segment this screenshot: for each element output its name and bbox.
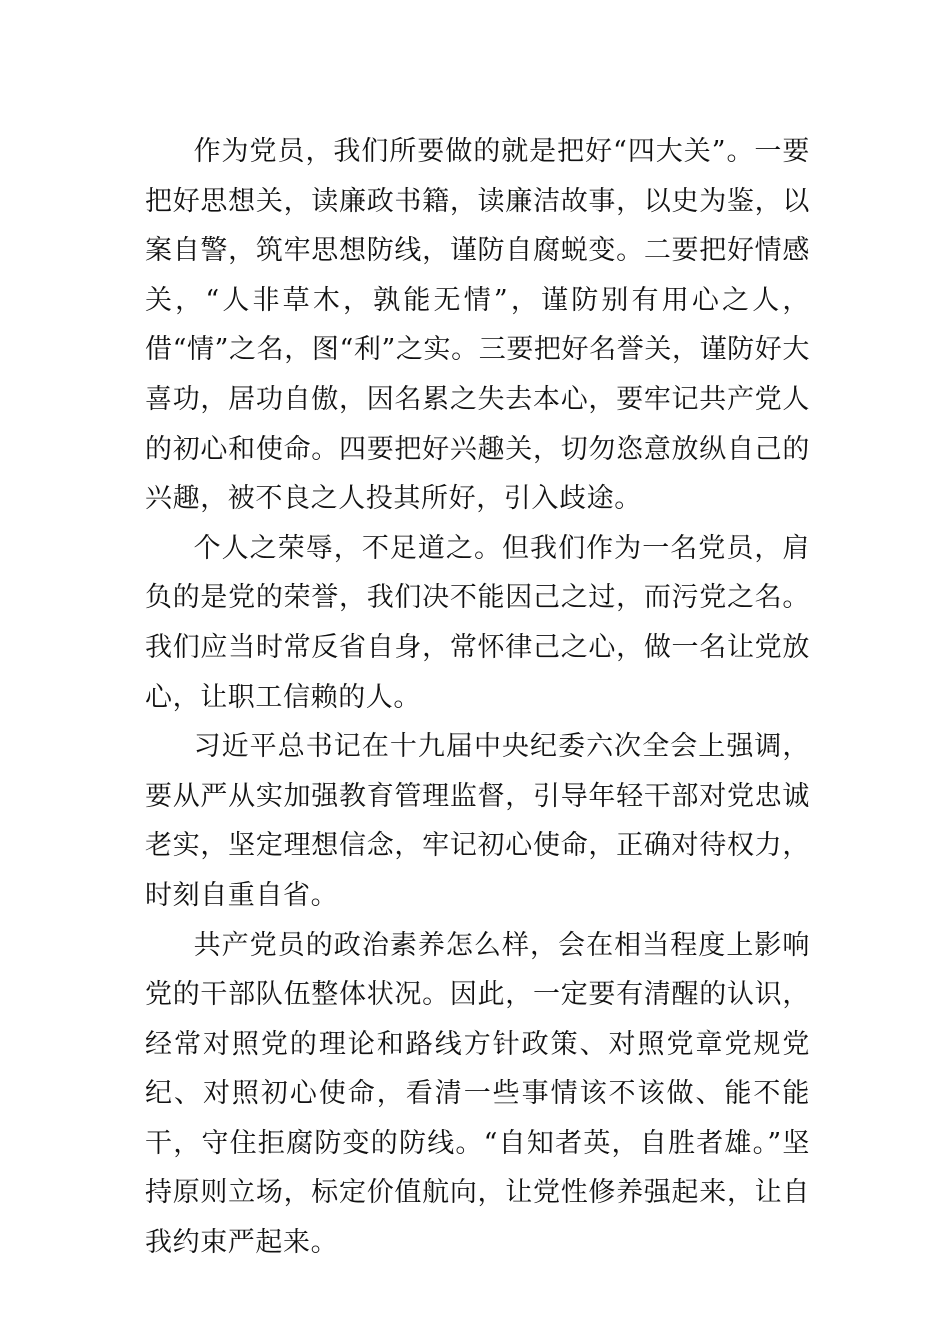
paragraph-4: 共产党员的政治素养怎么样，会在相当程度上影响党的干部队伍整体状况。因此，一定要有清醒的认识，经常对照党的理论和路线方针政策、对照党章党规党纪、对照初心使命，看清一些事情该不该做、能不能干，守住拒腐防变的防线。“自知者英，自胜者雄。”坚持原则立场，标定价值航向，让党性修养强起来，让自我约束严起来。: [145, 929, 810, 1259]
paragraph-1: 作为党员，我们所要做的就是把好“四大关”。一要把好思想关，读廉政书籍，读廉洁故事，以史为鉴，以案自警，筑牢思想防线，谨防自腐蜕变。二要把好情感关，“人非草木，孰能无情”，谨防别有用心之人，借“情”之名，图“利”之实。三要把好名誉关，谨防好大喜功，居功自傲，因名累之失去本心，要牢记共产党人的初心和使命。四要把好兴趣关，切勿恣意放纵自己的兴趣，被不良之人投其所好，引入歧途。: [145, 136, 810, 515]
paragraph-2: 个人之荣辱，不足道之。但我们作为一名党员，肩负的是党的荣誉，我们决不能因己之过，而污党之名。我们应当时常反省自身，常怀律己之心，做一名让党放心，让职工信赖的人。: [145, 532, 810, 713]
paragraph-3: 习近平总书记在十九届中央纪委六次全会上强调，要从严从实加强教育管理监督，引导年轻干部对党忠诚老实，坚定理想信念，牢记初心使命，正确对待权力，时刻自重自省。: [145, 731, 810, 911]
document-body: [145, 127, 810, 1268]
